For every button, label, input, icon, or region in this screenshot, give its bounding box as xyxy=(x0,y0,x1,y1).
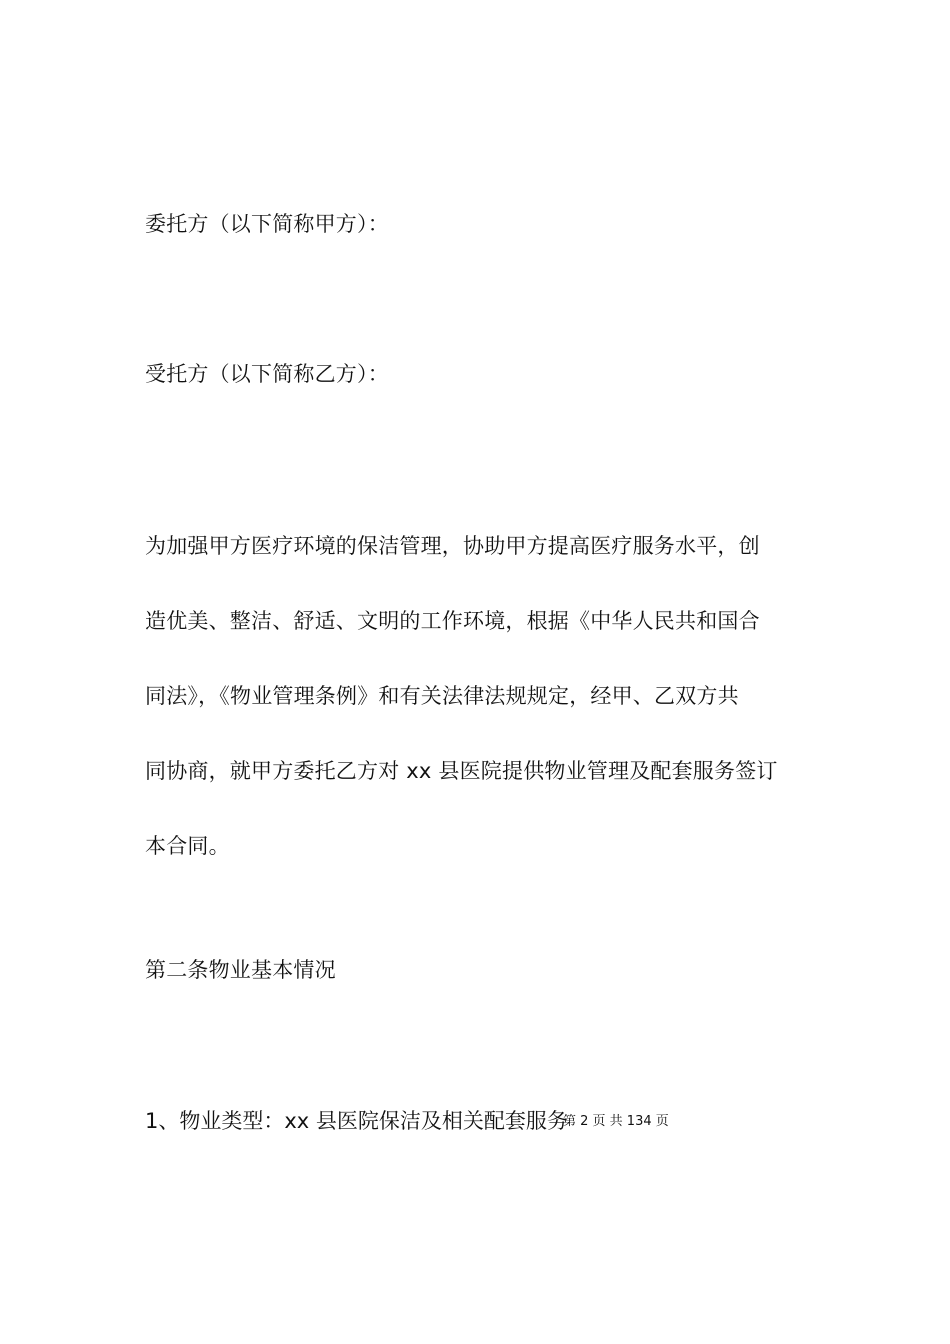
intro-line-3: 同法》，《物业管理条例》和有关法律法规规定，经甲、乙双方共 xyxy=(145,684,739,708)
intro-paragraph xyxy=(145,509,810,884)
principal-party-line: 委托方（以下简称甲方）： xyxy=(145,212,389,236)
page-number-footer: 第 2 页 共 134 页 xyxy=(563,1114,669,1129)
intro-line-4: 同协商，就甲方委托乙方对 xx 县医院提供物业管理及配套服务签订 xyxy=(145,759,778,783)
intro-line-1: 为加强甲方医疗环境的保洁管理，协助甲方提高医疗服务水平，创 xyxy=(145,534,760,558)
item-property-type: 1、物业类型：xx 县医院保洁及相关配套服务 xyxy=(145,1109,568,1133)
intro-line-5: 本合同。 xyxy=(145,834,230,858)
intro-line-2: 造优美、整洁、舒适、文明的工作环境，根据《中华人民共和国合 xyxy=(145,609,760,633)
trustee-party-line: 受托方（以下简称乙方）： xyxy=(145,362,389,386)
section-heading: 第二条物业基本情况 xyxy=(145,958,336,982)
